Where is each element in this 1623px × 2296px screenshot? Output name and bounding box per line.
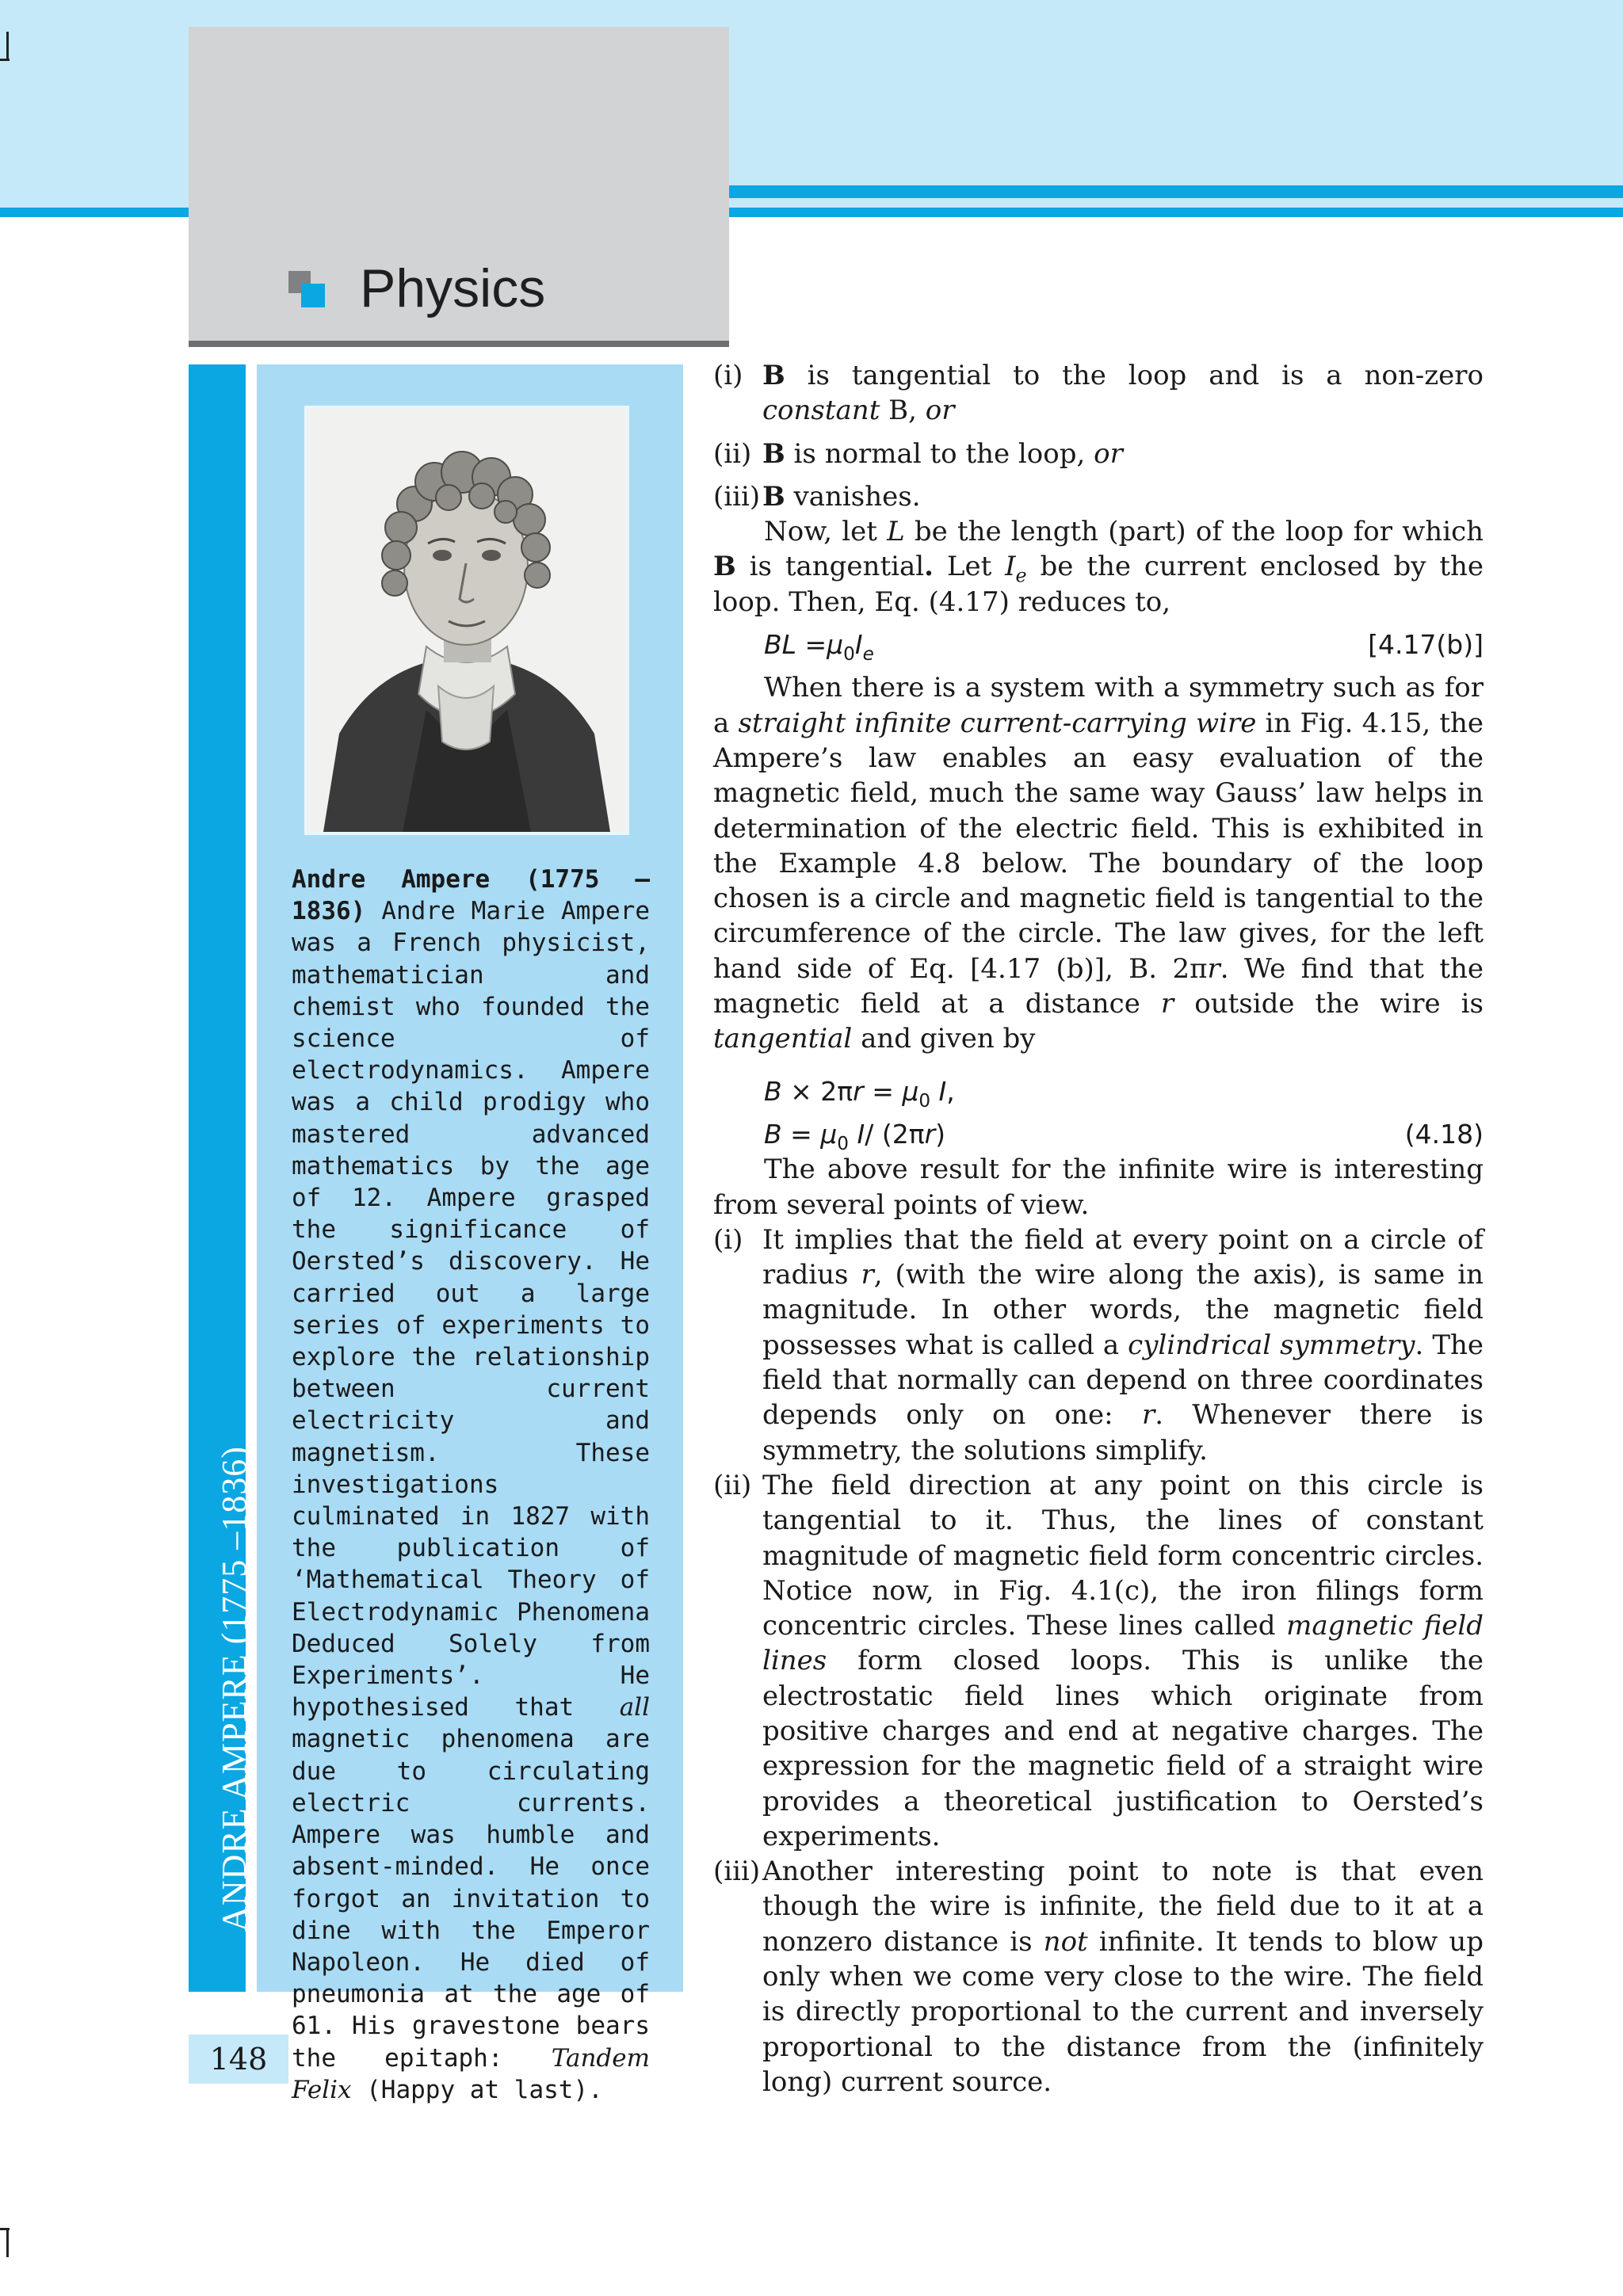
text-run: . (924, 551, 934, 583)
equation-ampere-circle (713, 1074, 1484, 1112)
sidebar-vertical-title: ANDRE AMPERE (1775 –1836) (215, 1446, 254, 1932)
paragraph (713, 670, 1484, 1056)
text-run: be the length (part) of the loop for which (904, 516, 1484, 548)
bio-text-part: (Happy at last). (351, 2075, 603, 2104)
text-run: , (946, 1075, 955, 1107)
math-operator: = (796, 629, 827, 661)
bio-text-part: magnetic phenomena are due to circulating electric currents. Ampere was humble and absent-minded. He once forgot an invitation to dine with the Emperor Napoleon. He died of pneumonia at the age of 61. His gravestone bears the epitaph: (292, 1725, 650, 2073)
text-run: . Whenever there is symmetry, the solutions simplify. (762, 1399, 1484, 1466)
portrait-engraving (307, 409, 626, 832)
equation-4-17b (713, 627, 1484, 666)
crop-mark (0, 59, 10, 61)
emphasis: not (1043, 1925, 1088, 1958)
math-symbol: BL (764, 629, 797, 661)
bio-name: Andre Ampere (1775 – 1836) (292, 865, 650, 926)
text-run: form closed loops. This is unlike the electrostatic field lines which originate from positive charges and end at negative charges. The expression for the magnetic field of a straight wire provides a theoretical justification to Oersted’s experiments. (762, 1645, 1484, 1852)
math-operator: = (863, 1075, 903, 1107)
math-symbol: r (1207, 952, 1220, 985)
math-symbol: μ (820, 1118, 838, 1150)
crop-mark (6, 2230, 9, 2257)
vector-symbol: B (713, 551, 736, 583)
vector-symbol: B (762, 437, 785, 470)
text-run: vanishes. (785, 480, 921, 513)
text-run: / (2π (865, 1118, 925, 1150)
text-run: is tangential (735, 551, 925, 583)
crop-mark (0, 2228, 10, 2230)
math-symbol: I (930, 1075, 947, 1107)
text-run: When there is a system with a symmetry such as for a (713, 672, 1484, 739)
equation-4-18 (713, 1117, 1484, 1155)
math-symbol: μ (827, 629, 844, 661)
text-run: It implies that the field at every point on a circle of radius (762, 1223, 1484, 1291)
equation-number: [4.17(b)] (1368, 629, 1484, 661)
math-symbol: I (848, 1118, 865, 1150)
vector-symbol: B (762, 360, 785, 391)
crop-mark (6, 32, 9, 59)
list-item (713, 1854, 1484, 2100)
math-subscript: 0 (918, 1090, 931, 1112)
list-label: (ii) (713, 1469, 752, 1501)
emphasis: straight infinite current-carrying wire (738, 707, 1257, 739)
text-run: Let (933, 551, 1006, 583)
math-operator: × 2π (781, 1075, 854, 1107)
text-run: , (with the wire along the axis), is same in magnitude. In other words, the magnetic field possesses what is called a (762, 1259, 1484, 1361)
emphasis: cylindrical symmetry (1128, 1329, 1415, 1361)
header-stripe (729, 185, 1623, 198)
text-run: is normal to the loop, (785, 437, 1094, 470)
bio-text-part: Andre Marie Ampere was a French physicist, mathematician and chemist who founded the science of electrodynamics. Ampere was a child prodigy who mastered advanced mathematics by the age of 12. Ampere grasped the significance of Oersted’s discovery. He carried out a large series of experiments to explore the relationship between current electricity and magnetism. These investigations culminated in 1827 with the publication of ‘Mathematical Theory of Electrodynamic Phenomena Deduced Solely from Experiments’. He hypothesised that (292, 897, 650, 1722)
math-symbol: r (924, 1118, 936, 1150)
text-run: . The field that normally can depend on three coordinates depends only on one: (762, 1329, 1484, 1432)
math-subscript: 0 (843, 644, 855, 666)
equation-number: (4.18) (1404, 1118, 1484, 1150)
text-run: The field direction at any point on this circle is tangential to it. Thus, the lines of constant magnitude of magnetic field form concentric circles. Notice now, in Fig. 4.1(c), the iron filings form concentric circles. These lines called (762, 1469, 1484, 1642)
text-run: B, (880, 395, 926, 427)
math-symbol: μ (902, 1075, 919, 1107)
text-run: outside the wire is (1174, 988, 1484, 1020)
text-run: . We find that the magnetic field at a distance (713, 952, 1484, 1020)
paragraph: The above result for the infinite wire is interesting from several points of view. (713, 1154, 1484, 1221)
math-symbol: I (1005, 551, 1016, 583)
math-symbol: I (854, 629, 863, 661)
vector-symbol: B (762, 480, 785, 513)
portrait-image (304, 406, 629, 835)
text-run: infinite. It tends to blow up only when we come very close to the wire. The field is directly proportional to the current and inversely proportional to the distance from the (infinitely long) current source. (762, 1925, 1484, 2098)
header-stripe (0, 208, 190, 217)
math-symbol: B (764, 1075, 782, 1107)
list-item (713, 358, 1484, 429)
math-symbol: L (887, 516, 905, 548)
list-item (713, 437, 1484, 471)
emphasis: tangential (713, 1023, 853, 1055)
bio-emphasis: all (619, 1693, 650, 1722)
emphasis: constant (762, 395, 880, 427)
math-operator: = (781, 1118, 821, 1150)
emphasis: or (1094, 437, 1123, 470)
math-symbol: r (1141, 1399, 1155, 1432)
math-symbol: r (853, 1075, 864, 1107)
text-run: Now, let (764, 516, 888, 548)
math-subscript: e (862, 644, 874, 666)
list-label: (iii) (713, 1855, 761, 1888)
main-text-column (713, 358, 1484, 2100)
bio-epitaph: Tandem Felix (292, 2043, 650, 2104)
list-label: (i) (713, 1223, 743, 1256)
emphasis: or (925, 395, 955, 427)
text-run: in Fig. 4.15, the Ampere’s law enables an easy evaluation of the magnetic field, much the same way Gauss’ law helps in determination of the electric field. This is exhibited in the Example 4.8 below. The boundary of the loop chosen is a circle and magnetic field is tangential to the circumference of the circle. The law gives, for the left hand side of Eq. [4.17 (b)], B. 2π (713, 707, 1484, 985)
header-stripe (729, 208, 1623, 217)
list-item (713, 1468, 1484, 1854)
text-run: Another interesting point to note is that even though the wire is infinite, the field due to it at a nonzero distance is (762, 1855, 1484, 1958)
section-icon (288, 271, 327, 309)
list-item (713, 479, 1484, 514)
text-run: is tangential to the loop and is a non-zero (785, 360, 1484, 391)
biography-text (292, 864, 650, 2106)
list-label: (ii) (713, 437, 752, 470)
list-label: (iii) (713, 480, 761, 513)
math-subscript: e (1015, 564, 1027, 587)
math-symbol: B (764, 1118, 782, 1150)
list-item (713, 1222, 1484, 1468)
emphasis: magnetic field lines (762, 1610, 1484, 1677)
text-run: be the current enclosed by the loop. Then, Eq. (4.17) reduces to, (713, 551, 1484, 618)
paragraph (713, 514, 1484, 620)
page-number: 148 (209, 2042, 268, 2077)
page-title: Physics (360, 258, 546, 318)
math-subscript: 0 (837, 1134, 849, 1155)
math-symbol: r (1160, 988, 1174, 1020)
math-symbol: r (861, 1259, 874, 1291)
text-run: ) (935, 1118, 946, 1150)
list-label: (i) (713, 360, 743, 391)
text-run: and given by (852, 1023, 1036, 1055)
